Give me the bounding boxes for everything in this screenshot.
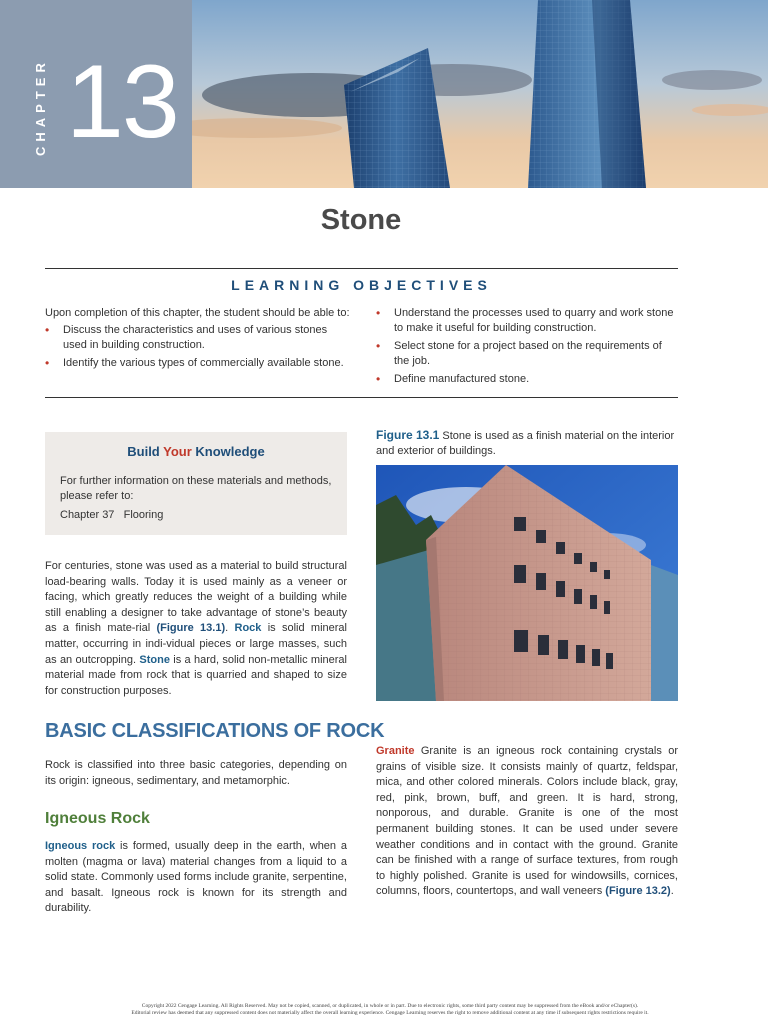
- intro-paragraph: For centuries, stone was used as a material to build structural load-bearing walls. Today it is used mainly as a veneer or facing, which greatly reduces the weight of a building while still enabling a designer to take advantage of stone’s beauty as a finish mate-rial (Figure 13.1). Rock is solid mineral matter, occurring in indi-vidual pieces or large masses, such as an outcropping. Stone is a hard, solid non-metallic mineral material made from rock that is quarried and shaped to size for construction purposes.: [45, 560, 347, 697]
- keyword-rock: Rock: [234, 622, 262, 635]
- list-item: • Select stone for a project based on the requirements of the job.: [376, 339, 662, 367]
- bullet-icon: •: [376, 372, 381, 386]
- chapter-reference: Chapter 37 Flooring: [60, 509, 164, 521]
- list-item: • Identify the various types of commercially available stone.: [45, 356, 344, 370]
- bullet-icon: •: [376, 339, 381, 353]
- keyword-stone: Stone: [139, 653, 170, 666]
- copyright-footer: Copyright 2022 Cengage Learning. All Rights Reserved. May not be copied, scanned, or duplicated, in whole or in part. Due to electronic rights, some third party content may be suppressed from the eBook and/or eChapter(s). Editorial review has deemed that any suppressed content does not materially affect the overall learning experience. Cengage Learning reserves the right to remove additional content at any time if subsequent rights restrictions require it.: [131, 1003, 649, 1016]
- learning-objectives-intro: Upon completion of this chapter, the student should be able to:: [45, 307, 350, 319]
- figure-reference-link[interactable]: (Figure 13.2): [605, 885, 671, 898]
- bullet-icon: •: [45, 323, 50, 337]
- bullet-icon: •: [45, 356, 50, 370]
- figure-label: Figure 13.1: [376, 428, 440, 442]
- build-your-knowledge-box: [45, 432, 347, 535]
- chapter-banner: [0, 0, 768, 188]
- build-your-knowledge-text: For further information on these materials and methods, please refer to:: [60, 475, 332, 502]
- page-title: Stone: [320, 204, 402, 236]
- skyscraper-photo: [192, 0, 768, 188]
- list-item: • Define manufactured stone.: [376, 372, 530, 386]
- learning-objectives-left: [45, 306, 350, 374]
- granite-label: Granite: [376, 745, 415, 757]
- subsection-heading: Igneous Rock: [45, 810, 150, 827]
- divider-bottom: [45, 397, 678, 398]
- bullet-icon: •: [376, 306, 381, 320]
- figure-caption: Figure 13.1 Stone is used as a finish material on the interior and exterior of buildings.: [376, 428, 675, 457]
- learning-objectives-right: [376, 306, 676, 390]
- build-your-knowledge-title: Build Your Knowledge: [127, 444, 265, 459]
- figure-reference-link[interactable]: (Figure 13.1): [156, 622, 226, 635]
- learning-objectives-heading: LEARNING OBJECTIVES: [231, 277, 492, 293]
- stone-building-photo: [376, 465, 678, 701]
- chapter-label: CHAPTER: [33, 58, 48, 156]
- igneous-paragraph: Igneous rock is formed, usually deep in the earth, when a molten (magma or lava) material changes from a liquid to a solid state. Commonly used forms include granite, serpentine, and basalt. Igneous rock is known for its strength and durability.: [45, 840, 347, 915]
- keyword-igneous-rock: Igneous rock: [45, 840, 116, 852]
- chapter-number: 13: [66, 44, 178, 160]
- classification-paragraph: Rock is classified into three basic categories, depending on its origin: igneous, sedimentary, and metamorphic.: [45, 759, 347, 787]
- granite-paragraph: Granite Granite is an igneous rock containing crystals or grains of visible size. It consists mainly of quartz, feldspar, mica, and other colored minerals. Colors include black, gray, red, pink, brown, buff, and green. It is hard, strong, nonporous, and durable. Granite is one of the most permanent building stones. It can be used under severe weather conditions and in contact with the ground. Granite can be finished with a range of surface textures, from rough to highly polished. Granite is used for windowsills, cornices, columns, floors, countertops, and wall veneers (Figure 13.2).: [376, 745, 678, 898]
- section-heading: BASIC CLASSIFICATIONS OF ROCK: [45, 720, 385, 742]
- list-item: • Discuss the characteristics and uses of various stones used in building construction.: [45, 323, 328, 351]
- list-item: • Understand the processes used to quarry and work stone to make it useful for building construction.: [376, 306, 674, 334]
- divider-top: [45, 268, 678, 269]
- chapter-box: [0, 0, 192, 188]
